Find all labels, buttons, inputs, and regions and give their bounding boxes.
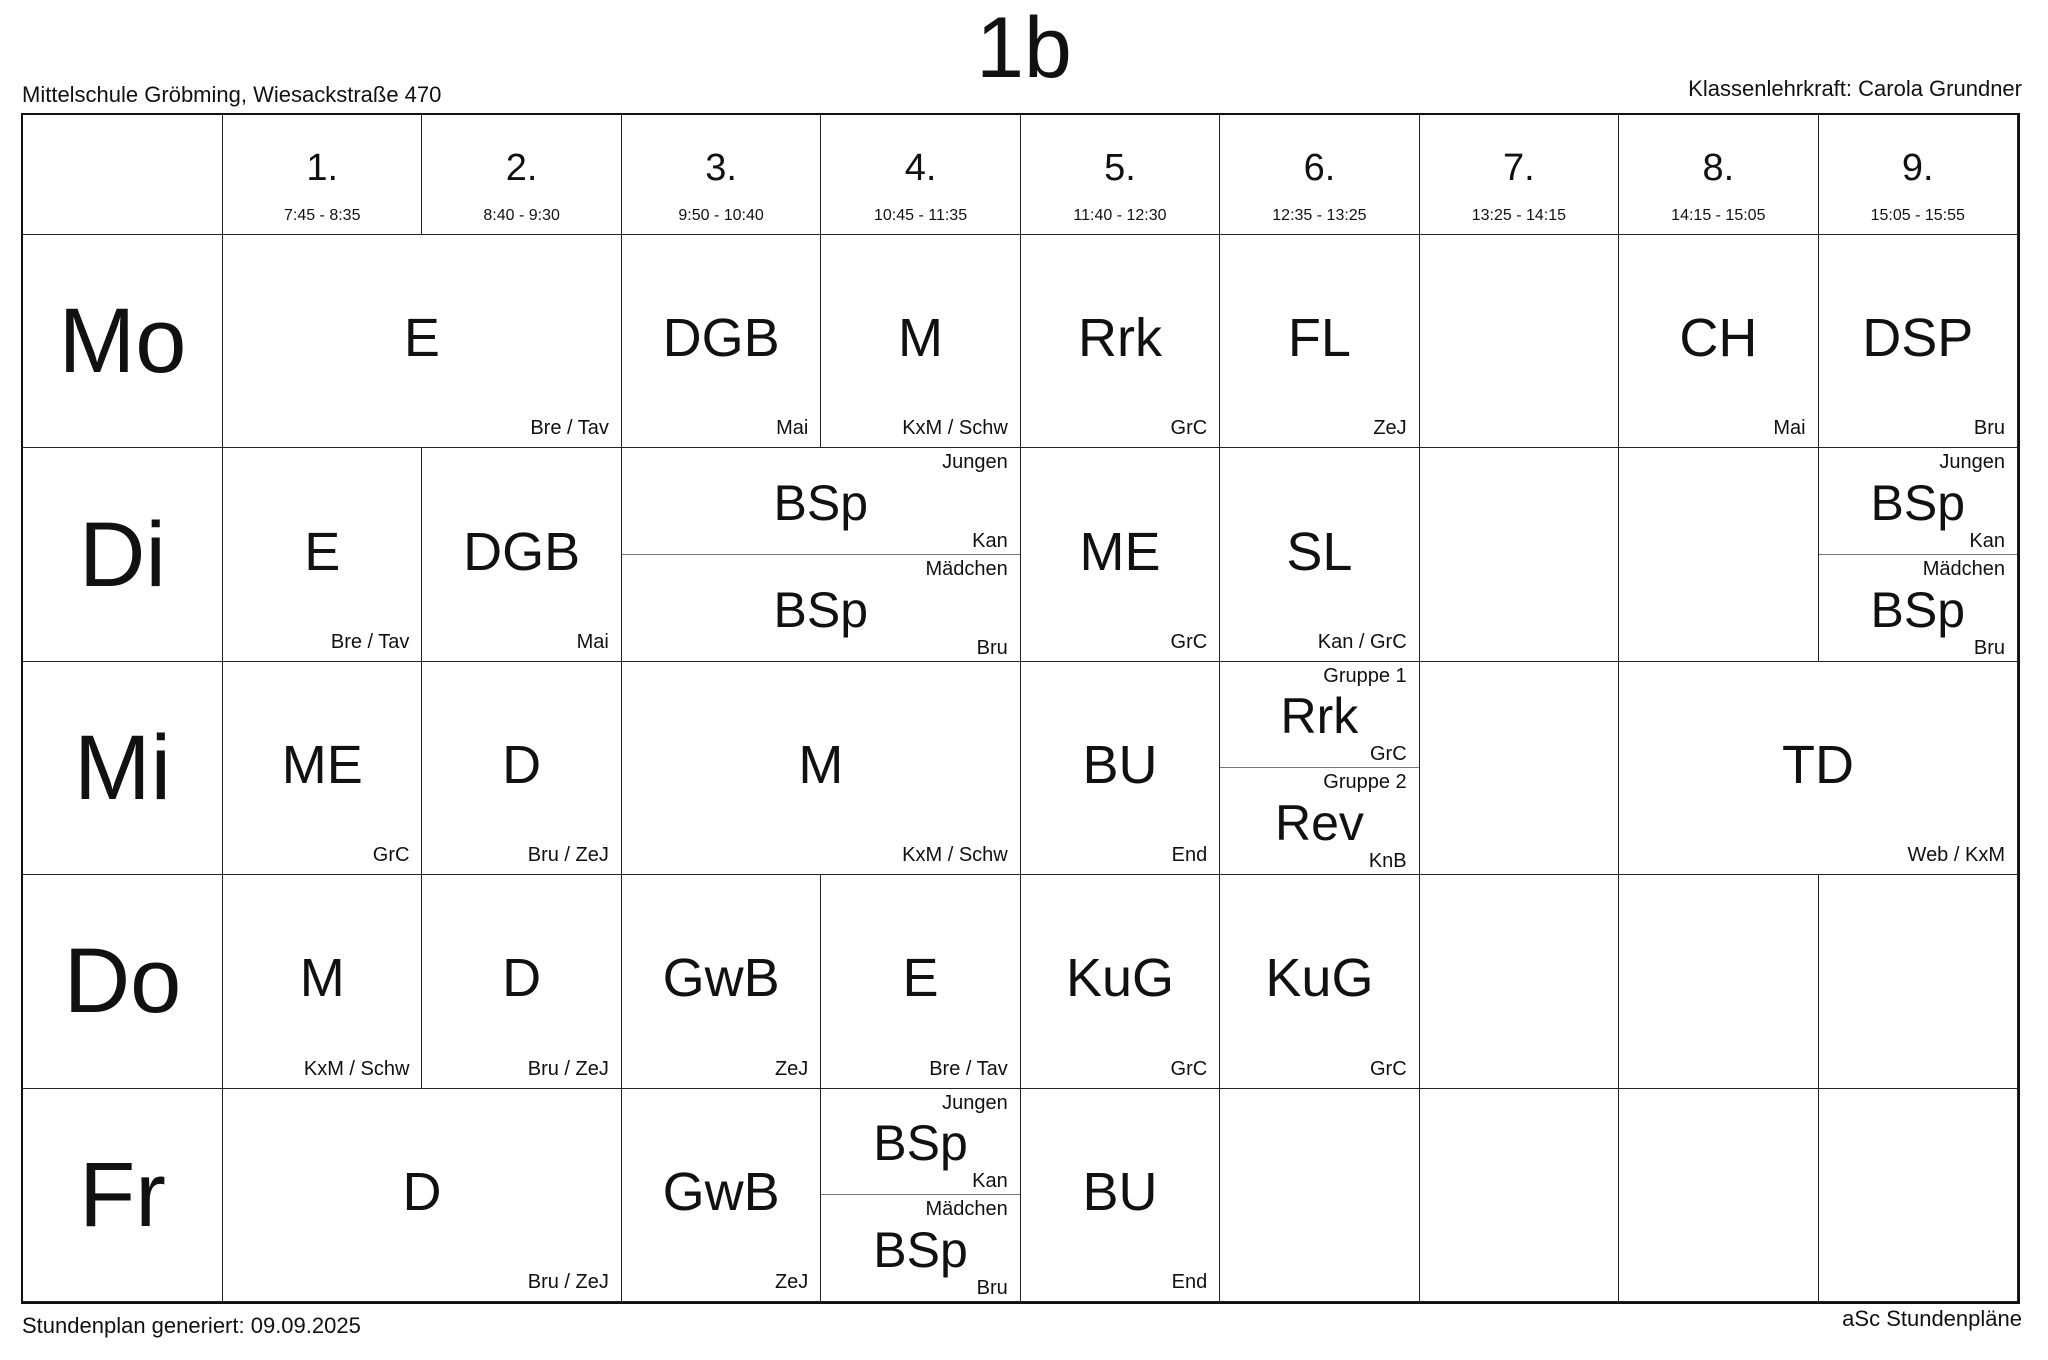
period-header bbox=[1021, 115, 1220, 235]
teacher-label: GrC bbox=[1170, 630, 1208, 653]
subject-label: Rev bbox=[1274, 795, 1364, 852]
subject-label: DSP bbox=[1862, 308, 1974, 369]
teacher-label: KxM / Schw bbox=[303, 1057, 410, 1080]
empty-cell bbox=[1619, 875, 1818, 1088]
subject-label: BSp bbox=[773, 475, 869, 532]
period-time: 8:40 - 9:30 bbox=[483, 207, 560, 224]
subject-label: D bbox=[502, 735, 542, 796]
group-lesson bbox=[1819, 555, 2017, 661]
lesson-cell bbox=[622, 448, 1021, 661]
teacher-label: Bru bbox=[1973, 417, 2005, 440]
teacher-label: Kan bbox=[1969, 529, 2005, 552]
day-cell bbox=[23, 235, 223, 448]
group-label: Jungen bbox=[942, 1091, 1008, 1114]
software-credit: aSc Stundenpläne bbox=[1842, 1306, 2022, 1331]
teacher-label: Bru bbox=[976, 636, 1008, 659]
subject-label: M bbox=[299, 948, 345, 1009]
period-number: 2. bbox=[505, 147, 538, 189]
empty-cell bbox=[1420, 662, 1619, 875]
school-name: Mittelschule Gröbming, Wiesackstraße 470 bbox=[22, 82, 442, 107]
empty-cell bbox=[1819, 1089, 2018, 1302]
lesson-cell bbox=[1021, 1089, 1220, 1302]
lesson-cell bbox=[422, 875, 621, 1088]
period-number: 4. bbox=[904, 147, 937, 189]
period-time: 7:45 - 8:35 bbox=[283, 207, 361, 224]
period-header bbox=[622, 115, 821, 235]
generated-date: Stundenplan generiert: 09.09.2025 bbox=[22, 1313, 361, 1338]
subject-label: M bbox=[898, 308, 944, 369]
period-header bbox=[223, 115, 422, 235]
lesson-cell bbox=[622, 662, 1021, 875]
lesson-cell bbox=[1220, 235, 1419, 448]
teacher-label: Mai bbox=[576, 630, 609, 653]
lesson-cell bbox=[622, 235, 821, 448]
group-lesson bbox=[1220, 662, 1418, 768]
period-number: 7. bbox=[1503, 147, 1535, 189]
group-label: Gruppe 2 bbox=[1323, 770, 1407, 793]
class-teacher: Klassenlehrkraft: Carola Grundner bbox=[1688, 76, 2022, 101]
period-time: 11:40 - 12:30 bbox=[1073, 207, 1167, 224]
lesson-cell bbox=[1021, 875, 1220, 1088]
period-number: 3. bbox=[705, 147, 737, 189]
group-label: Gruppe 1 bbox=[1323, 664, 1407, 687]
subject-label: E bbox=[403, 308, 440, 369]
teacher-label: Kan / GrC bbox=[1317, 630, 1407, 653]
lesson-cell bbox=[1021, 662, 1220, 875]
subject-label: M bbox=[798, 735, 844, 796]
day-label: Fr bbox=[79, 1143, 166, 1246]
period-header bbox=[1220, 115, 1419, 235]
subject-label: FL bbox=[1287, 308, 1351, 369]
group-lesson bbox=[1819, 448, 2017, 554]
subject-label: GwB bbox=[662, 1161, 780, 1222]
subject-label: BU bbox=[1082, 735, 1158, 796]
period-header bbox=[422, 115, 621, 235]
period-time: 13:25 - 14:15 bbox=[1471, 207, 1567, 224]
teacher-label: Bru / ZeJ bbox=[527, 1057, 609, 1080]
teacher-label: GrC bbox=[1369, 1057, 1407, 1080]
period-header bbox=[1420, 115, 1619, 235]
day-label: Mi bbox=[73, 716, 172, 819]
teacher-label: Bre / Tav bbox=[929, 1057, 1008, 1080]
group-label: Jungen bbox=[942, 451, 1008, 474]
lesson-cell bbox=[223, 1089, 622, 1302]
teacher-label: GrC bbox=[1170, 417, 1208, 440]
lesson-cell bbox=[821, 875, 1020, 1088]
subject-label: BSp bbox=[1870, 475, 1966, 532]
empty-cell bbox=[1420, 448, 1619, 661]
period-number: 5. bbox=[1104, 147, 1136, 189]
timetable-grid bbox=[21, 113, 2020, 1304]
lesson-cell bbox=[622, 1089, 821, 1302]
period-time: 12:35 - 13:25 bbox=[1272, 207, 1367, 224]
lesson-cell bbox=[1021, 235, 1220, 448]
group-label: Jungen bbox=[1939, 451, 2005, 474]
subject-label: GwB bbox=[662, 948, 780, 1009]
group-lesson bbox=[622, 448, 1020, 554]
empty-cell bbox=[1619, 448, 1818, 661]
teacher-label: Mai bbox=[1773, 417, 1806, 440]
period-header bbox=[1819, 115, 2018, 235]
class-title: 1b bbox=[976, 0, 1072, 96]
day-label: Do bbox=[63, 930, 182, 1033]
teacher-label: GrC bbox=[372, 844, 410, 867]
teacher-label: Mai bbox=[776, 417, 809, 440]
teacher-label: Bru bbox=[1973, 636, 2005, 659]
empty-cell bbox=[1220, 1089, 1419, 1302]
group-lesson bbox=[1220, 768, 1418, 874]
subject-label: ME bbox=[1079, 521, 1161, 582]
teacher-label: Kan bbox=[972, 1169, 1008, 1192]
subject-label: DGB bbox=[662, 308, 780, 369]
lesson-cell bbox=[422, 662, 621, 875]
group-label: Mädchen bbox=[1922, 557, 2005, 580]
period-time: 14:15 - 15:05 bbox=[1671, 207, 1766, 224]
subject-label: E bbox=[902, 948, 939, 1009]
teacher-label: KxM / Schw bbox=[902, 844, 1008, 867]
lesson-cell bbox=[1819, 448, 2018, 661]
group-label: Mädchen bbox=[925, 1197, 1008, 1220]
lesson-cell bbox=[821, 235, 1020, 448]
lesson-cell bbox=[1819, 235, 2018, 448]
subject-label: D bbox=[502, 948, 542, 1009]
day-cell bbox=[23, 448, 223, 661]
period-time: 15:05 - 15:55 bbox=[1870, 207, 1965, 224]
empty-cell bbox=[1619, 1089, 1818, 1302]
empty-cell bbox=[1420, 235, 1619, 448]
day-label: Di bbox=[79, 503, 166, 606]
subject-label: ME bbox=[281, 735, 363, 796]
lesson-cell bbox=[1220, 875, 1419, 1088]
empty-cell bbox=[1420, 875, 1619, 1088]
subject-label: TD bbox=[1782, 735, 1855, 796]
period-number: 6. bbox=[1303, 147, 1336, 189]
period-time: 9:50 - 10:40 bbox=[678, 207, 764, 224]
subject-label: CH bbox=[1679, 308, 1758, 369]
teacher-label: KnB bbox=[1368, 850, 1407, 873]
subject-label: Rrk bbox=[1280, 688, 1359, 745]
subject-label: BSp bbox=[773, 581, 869, 638]
corner-cell bbox=[23, 115, 223, 235]
period-number: 8. bbox=[1702, 147, 1735, 189]
teacher-label: ZeJ bbox=[1373, 417, 1407, 440]
teacher-label: End bbox=[1171, 1270, 1208, 1293]
lesson-cell bbox=[223, 448, 422, 661]
teacher-label: Bru bbox=[976, 1276, 1008, 1299]
subject-label: BSp bbox=[873, 1115, 968, 1172]
period-header bbox=[821, 115, 1020, 235]
group-lesson bbox=[821, 1089, 1019, 1195]
lesson-cell bbox=[223, 875, 422, 1088]
teacher-label: Bre / Tav bbox=[330, 630, 410, 653]
teacher-label: End bbox=[1171, 844, 1208, 867]
teacher-label: GrC bbox=[1369, 742, 1407, 765]
teacher-label: KxM / Schw bbox=[902, 417, 1008, 440]
teacher-label: Bru / ZeJ bbox=[527, 844, 609, 867]
teacher-label: Bre / Tav bbox=[530, 417, 609, 440]
group-lesson bbox=[821, 1195, 1019, 1301]
subject-label: E bbox=[304, 521, 341, 582]
lesson-cell bbox=[223, 662, 422, 875]
teacher-label: ZeJ bbox=[774, 1270, 809, 1293]
subject-label: Rrk bbox=[1077, 308, 1162, 369]
period-number: 9. bbox=[1901, 147, 1934, 189]
lesson-cell bbox=[1619, 235, 1818, 448]
period-header bbox=[1619, 115, 1818, 235]
teacher-label: ZeJ bbox=[774, 1057, 809, 1080]
lesson-cell bbox=[1220, 448, 1419, 661]
day-label: Mo bbox=[58, 290, 187, 393]
lesson-cell bbox=[1220, 662, 1419, 875]
period-time: 10:45 - 11:35 bbox=[873, 207, 968, 224]
group-label: Mädchen bbox=[925, 557, 1008, 580]
lesson-cell bbox=[422, 448, 621, 661]
subject-label: BU bbox=[1082, 1161, 1158, 1222]
empty-cell bbox=[1420, 1089, 1619, 1302]
teacher-label: Bru / ZeJ bbox=[527, 1270, 609, 1293]
day-cell bbox=[23, 1089, 223, 1302]
lesson-cell bbox=[1619, 662, 2018, 875]
lesson-cell bbox=[622, 875, 821, 1088]
subject-label: DGB bbox=[463, 521, 581, 582]
subject-label: BSp bbox=[873, 1221, 968, 1278]
group-lesson bbox=[622, 555, 1020, 661]
teacher-label: GrC bbox=[1170, 1057, 1208, 1080]
teacher-label: Kan bbox=[972, 529, 1008, 552]
subject-label: BSp bbox=[1870, 581, 1966, 638]
lesson-cell bbox=[821, 1089, 1020, 1302]
day-cell bbox=[23, 662, 223, 875]
subject-label: SL bbox=[1286, 521, 1353, 582]
subject-label: D bbox=[402, 1161, 442, 1222]
day-cell bbox=[23, 875, 223, 1088]
lesson-cell bbox=[223, 235, 622, 448]
empty-cell bbox=[1819, 875, 2018, 1088]
subject-label: KuG bbox=[1065, 948, 1175, 1009]
period-number: 1. bbox=[306, 147, 339, 189]
lesson-cell bbox=[1021, 448, 1220, 661]
subject-label: KuG bbox=[1265, 948, 1374, 1009]
teacher-label: Web / KxM bbox=[1907, 844, 2005, 867]
